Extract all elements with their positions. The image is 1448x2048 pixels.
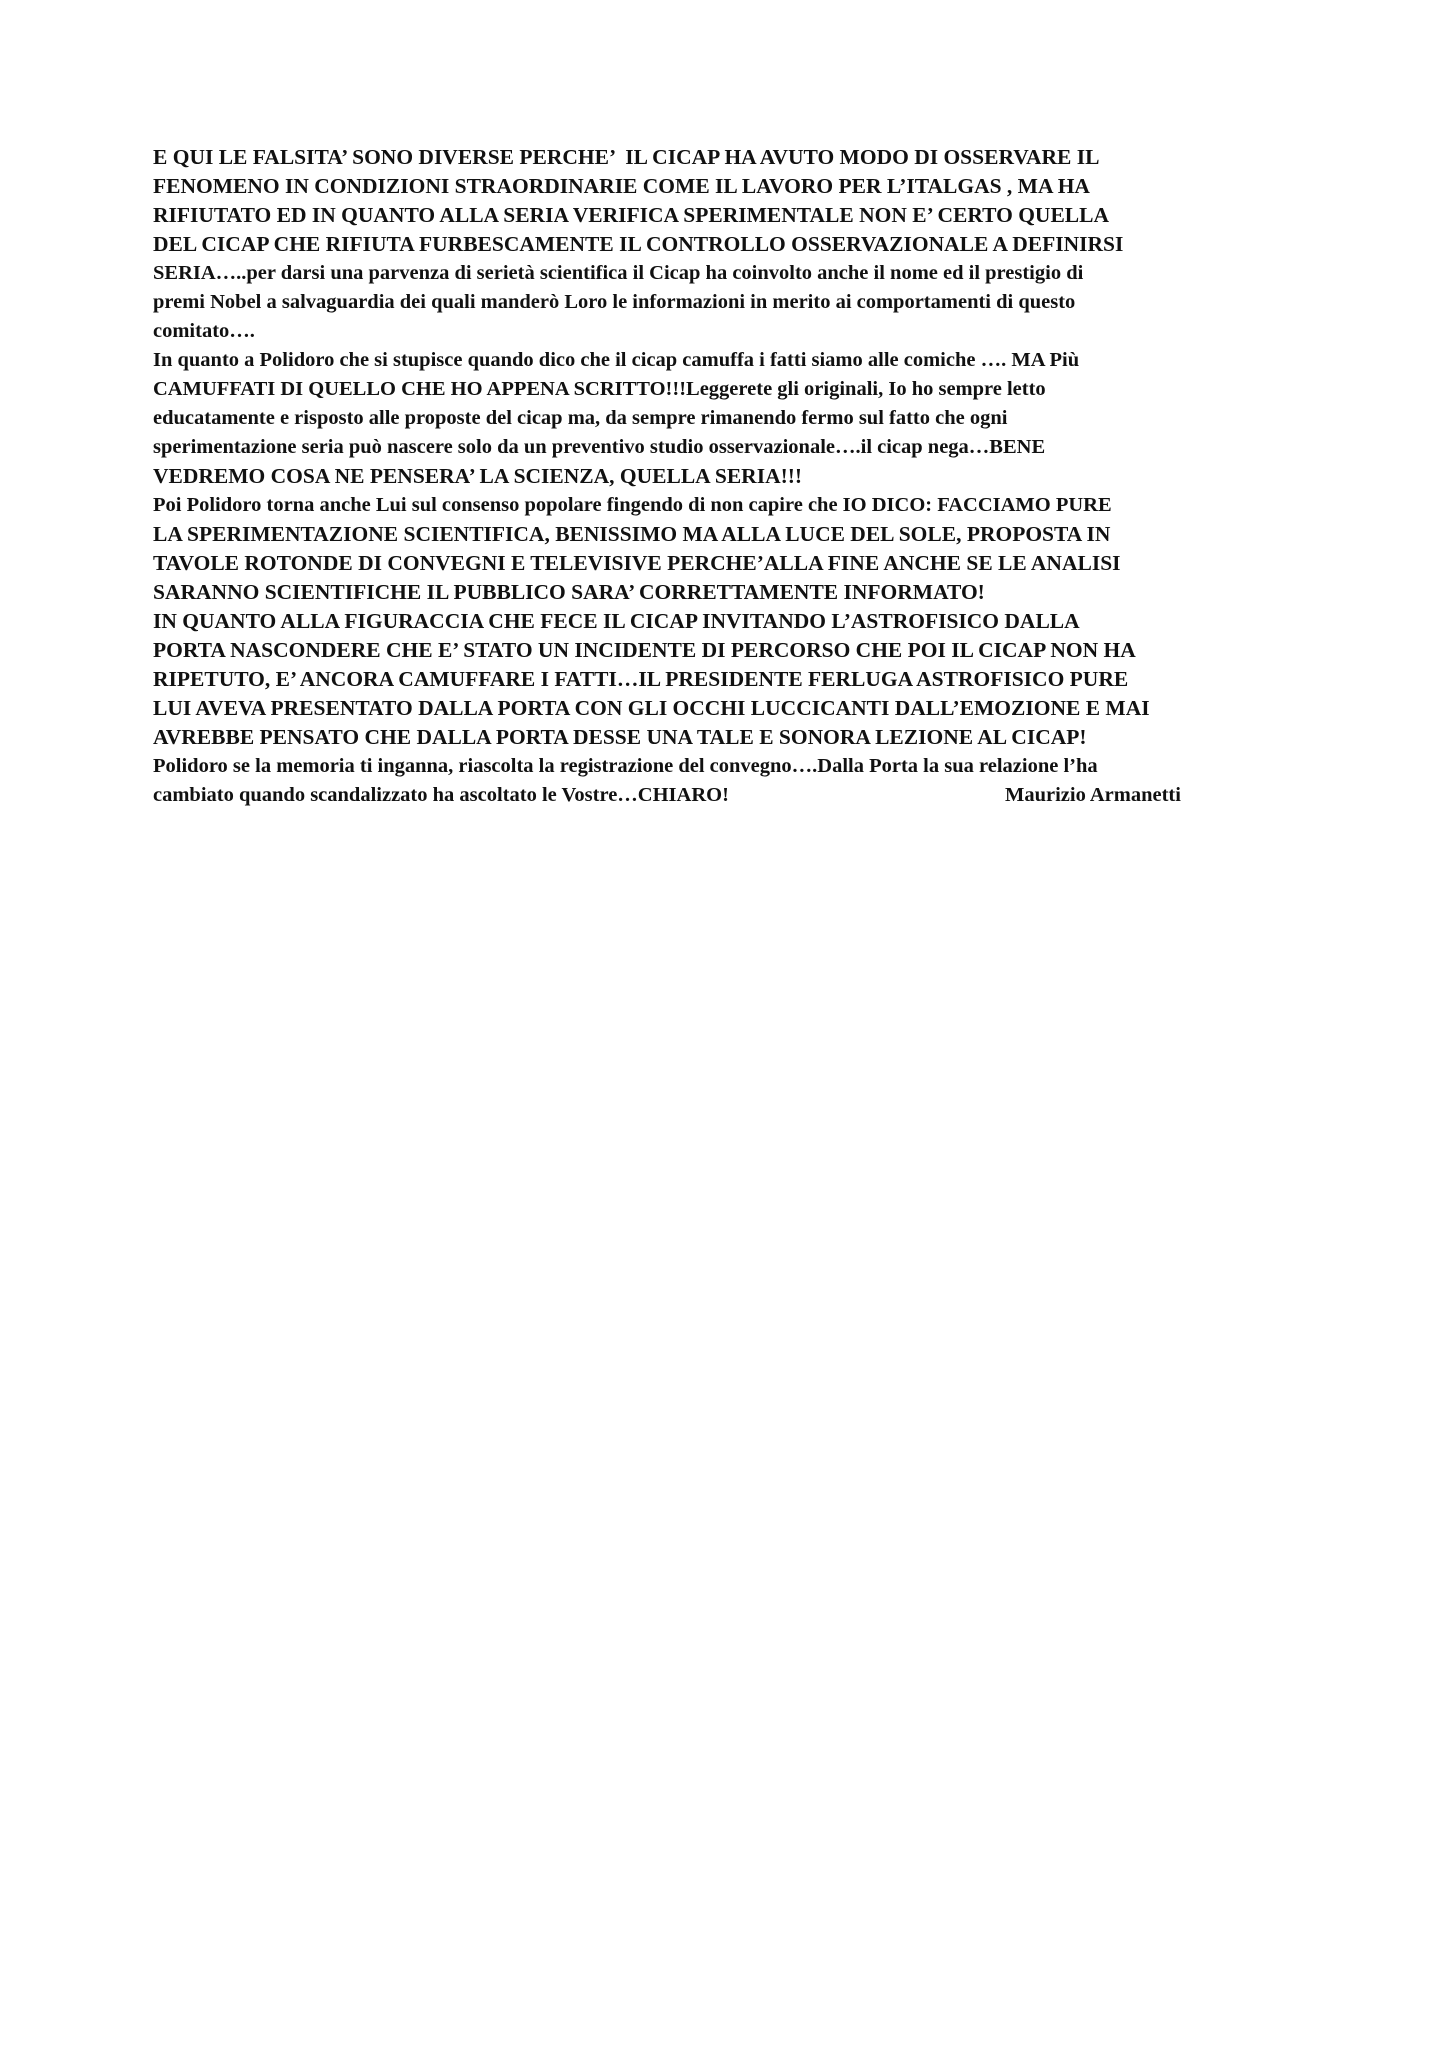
text-line: LUI AVEVA PRESENTATO DALLA PORTA CON GLI OCCHI LUCCICANTI DALL’EMOZIONE E MAI [153,696,1150,720]
text-line: AVREBBE PENSATO CHE DALLA PORTA DESSE UNA TALE E SONORA LEZIONE AL CICAP! [153,725,1087,749]
letter-body [153,143,1333,810]
text-line: DEL CICAP CHE RIFIUTA FURBESCAMENTE IL CONTROLLO OSSERVAZIONALE A DEFINIRSI [153,232,1124,256]
text-line: comitato…. [153,320,255,342]
closing-text: cambiato quando scandalizzato ha ascoltato le Vostre…CHIARO! [153,784,729,806]
text-line: PORTA NASCONDERE CHE E’ STATO UN INCIDENTE DI PERCORSO CHE POI IL CICAP NON HA [153,638,1136,662]
text-line: TAVOLE ROTONDE DI CONVEGNI E TELEVISIVE PERCHE’ALLA FINE ANCHE SE LE ANALISI [153,551,1121,575]
text-line: sperimentazione seria può nascere solo da un preventivo studio osservazionale….il cicap nega…BENE [153,436,1046,458]
text-line: CAMUFFATI DI QUELLO CHE HO APPENA SCRITTO!!!Leggerete gli originali, Io ho sempre letto [153,378,1046,400]
text-line: Polidoro se la memoria ti inganna, riascolta la registrazione del convegno….Dalla Porta la sua relazione l’ha [153,755,1098,777]
text-line: RIFIUTATO ED IN QUANTO ALLA SERIA VERIFICA SPERIMENTALE NON E’ CERTO QUELLA [153,203,1109,227]
text-line: educatamente e risposto alle proposte del cicap ma, da sempre rimanendo fermo sul fatto che ogni [153,407,1008,429]
text-line: RIPETUTO, E’ ANCORA CAMUFFARE I FATTI…IL PRESIDENTE FERLUGA ASTROFISICO PURE [153,667,1129,691]
text-line: Poi Polidoro torna anche Lui sul consenso popolare fingendo di non capire che IO DICO: FACCIAMO PURE [153,494,1112,516]
text-line: SARANNO SCIENTIFICHE IL PUBBLICO SARA’ CORRETTAMENTE INFORMATO! [153,580,985,604]
text-line: SERIA…..per darsi una parvenza di serietà scientifica il Cicap ha coinvolto anche il nome ed il prestigio di [153,262,1084,284]
text-line: VEDREMO COSA NE PENSERA’ LA SCIENZA, QUELLA SERIA!!! [153,464,803,488]
text-line: In quanto a Polidoro che si stupisce quando dico che il cicap camuffa i fatti siamo alle comiche …. MA Più [153,349,1080,371]
text-line: E QUI LE FALSITA’ SONO DIVERSE PERCHE’ IL CICAP HA AVUTO MODO DI OSSERVARE IL [153,145,1100,169]
closing-line [153,781,1333,810]
text-line: LA SPERIMENTAZIONE SCIENTIFICA, BENISSIMO MA ALLA LUCE DEL SOLE, PROPOSTA IN [153,522,1111,546]
text-line: IN QUANTO ALLA FIGURACCIA CHE FECE IL CICAP INVITANDO L’ASTROFISICO DALLA [153,609,1080,633]
signature: Maurizio Armanetti [1005,784,1181,806]
text-line: premi Nobel a salvaguardia dei quali manderò Loro le informazioni in merito ai comportamenti di questo [153,291,1076,313]
text-line: FENOMENO IN CONDIZIONI STRAORDINARIE COME IL LAVORO PER L’ITALGAS , MA HA [153,174,1090,198]
